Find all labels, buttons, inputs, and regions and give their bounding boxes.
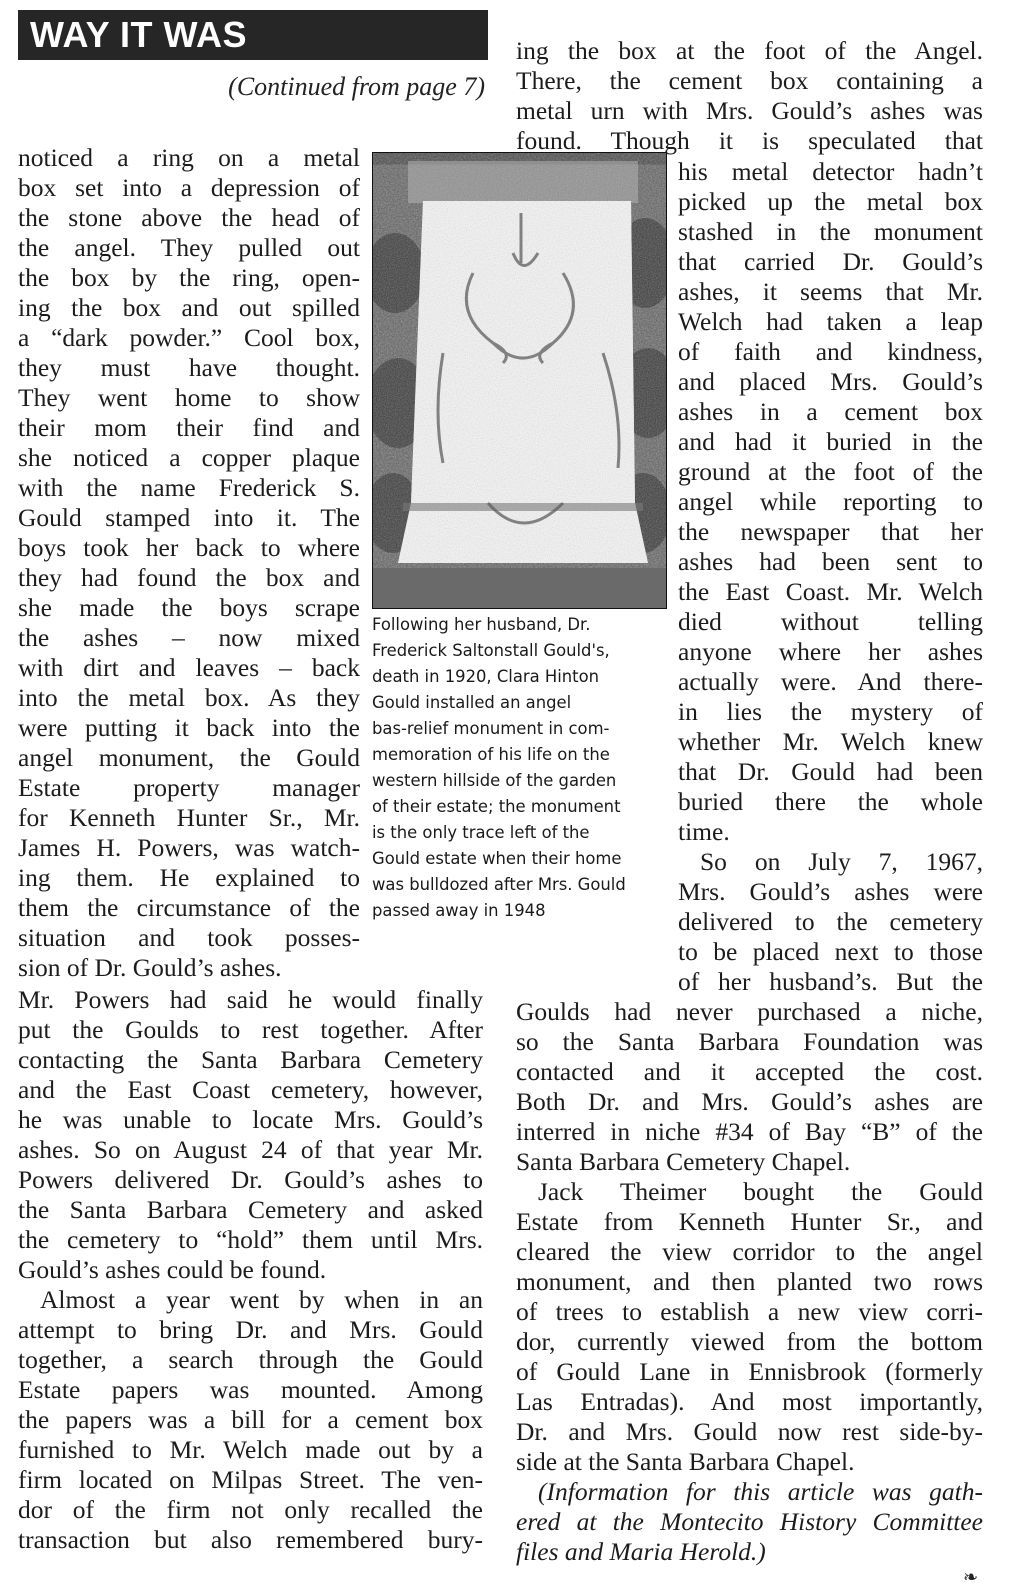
text-line: sion of Dr. Gould’s ashes. (18, 953, 282, 982)
text-line: buried there the whole (678, 787, 983, 816)
caption-line: Following her husband, Dr. (372, 615, 591, 634)
text-line: Both Dr. and Mrs. Gould’s ashes are (516, 1087, 983, 1116)
text-line: Welch had taken a leap (678, 307, 983, 336)
text-line: that Dr. Gould had been (678, 757, 983, 786)
text-line: boys took her back to where (18, 533, 360, 562)
text-line: angel while reporting to (678, 487, 983, 516)
text-line: the newspaper that her (678, 517, 983, 546)
text-line: put the Goulds to rest together. After (18, 1015, 483, 1044)
text-line: attempt to bring Dr. and Mrs. Gould (18, 1315, 483, 1344)
text-line: of faith and kindness, (678, 337, 983, 366)
text-line: ashes had been sent to (678, 547, 983, 576)
text-line: picked up the metal box (678, 187, 983, 216)
text-line: Estate from Kenneth Hunter Sr., and (516, 1207, 983, 1236)
text-line: for Kenneth Hunter Sr., Mr. (18, 803, 360, 832)
text-line: whether Mr. Welch knew (678, 727, 983, 756)
text-line: the East Coast. Mr. Welch (678, 577, 983, 606)
text-line: side at the Santa Barbara Chapel. (516, 1447, 855, 1476)
caption-line: was bulldozed after Mrs. Gould (372, 875, 626, 894)
text-line: the papers was a bill for a cement box (18, 1405, 483, 1434)
text-line: interred in niche #34 of Bay “B” of the (516, 1117, 983, 1146)
end-of-article-ornament-icon: ❧ (963, 1567, 979, 1588)
text-line: ashes. So on August 24 of that year Mr. (18, 1135, 483, 1164)
text-line: firm located on Milpas Street. The ven- (18, 1465, 483, 1494)
text-line: situation and took posses- (18, 923, 360, 952)
caption-line: of their estate; the monument (372, 797, 621, 816)
text-line: the cemetery to “hold” them until Mrs. (18, 1225, 483, 1254)
caption-line: bas-relief monument in com- (372, 719, 610, 738)
text-line: and placed Mrs. Gould’s (678, 367, 983, 396)
text-line: they must have thought. (18, 353, 360, 382)
text-line: dor, currently viewed from the bottom (516, 1327, 983, 1356)
text-line: Almost a year went by when in an (40, 1285, 483, 1314)
section-title: WAY IT WAS (30, 14, 248, 55)
text-line: into the metal box. As they (18, 683, 360, 712)
text-line: she made the boys scrape (18, 593, 360, 622)
text-line: Mrs. Gould’s ashes were (678, 877, 983, 906)
text-line: ashes in a cement box (678, 397, 983, 426)
text-line: time. (678, 817, 730, 846)
text-line: So on July 7, 1967, (700, 847, 983, 876)
text-line: of her husband’s. But the (678, 967, 983, 996)
text-line: furnished to Mr. Welch made out by a (18, 1435, 483, 1464)
column-left-lower (18, 985, 483, 1555)
text-line: Estate papers was mounted. Among (18, 1375, 483, 1404)
caption-line: Gould estate when their home (372, 849, 622, 868)
text-line: ered at the Montecito History Committee (516, 1507, 983, 1536)
text-line: contacted and it accepted the cost. (516, 1057, 983, 1086)
caption-line: memoration of his life on the (372, 745, 610, 764)
text-line: with the name Frederick S. (18, 473, 360, 502)
text-line: the box by the ring, open- (18, 263, 360, 292)
text-line: they had found the box and (18, 563, 360, 592)
text-line: Las Entradas). And most importantly, (516, 1387, 983, 1416)
caption-line: death in 1920, Clara Hinton (372, 667, 599, 686)
text-line: metal urn with Mrs. Gould’s ashes was (516, 96, 983, 125)
text-line: that carried Dr. Gould’s (678, 247, 983, 276)
text-line: box set into a depression of (18, 173, 360, 202)
text-line: Santa Barbara Cemetery Chapel. (516, 1147, 851, 1176)
text-line: and the East Coast cemetery, however, (18, 1075, 483, 1104)
text-line: a “dark powder.” Cool box, (18, 323, 360, 352)
caption-line: western hillside of the garden (372, 771, 617, 790)
text-line: Goulds had never purchased a niche, (516, 997, 983, 1026)
text-line: the stone above the head of (18, 203, 360, 232)
text-line: ing them. He explained to (18, 863, 360, 892)
text-line: Gould’s ashes could be found. (18, 1255, 327, 1284)
text-line: contacting the Santa Barbara Cemetery (18, 1045, 483, 1074)
text-line: the angel. They pulled out (18, 233, 360, 262)
text-line: their mom their find and (18, 413, 360, 442)
text-line: stashed in the monument (678, 217, 983, 246)
text-line: died without telling (678, 607, 983, 636)
text-line: them the circumstance of the (18, 893, 360, 922)
text-line: noticed a ring on a metal (18, 143, 360, 172)
text-line: and had it buried in the (678, 427, 983, 456)
text-line: delivered to the cemetery (678, 907, 983, 936)
text-line: so the Santa Barbara Foundation was (516, 1027, 983, 1056)
monument-photo (372, 152, 667, 609)
continued-note: (Continued from page 7) (228, 72, 485, 101)
text-line: Powers delivered Dr. Gould’s ashes to (18, 1165, 483, 1194)
text-line: to be placed next to those (678, 937, 983, 966)
text-line: in lies the mystery of (678, 697, 983, 726)
text-line: angel monument, the Gould (18, 743, 360, 772)
text-line: found. Though it is speculated that (516, 126, 983, 155)
text-line: were putting it back into the (18, 713, 360, 742)
text-line: transaction but also remembered bury- (18, 1525, 483, 1554)
photo-caption (372, 612, 662, 924)
text-line: cleared the view corridor to the angel (516, 1237, 983, 1266)
text-line: his metal detector hadn’t (678, 157, 983, 186)
text-line: actually were. And there- (678, 667, 983, 696)
section-banner (18, 10, 488, 60)
text-line: They went home to show (18, 383, 360, 412)
text-line: ground at the foot of the (678, 457, 983, 486)
column-right-lower (516, 997, 983, 1567)
caption-line: Frederick Saltonstall Gould's, (372, 641, 610, 660)
text-line: monument, and then planted two rows (516, 1267, 983, 1296)
text-line: the Santa Barbara Cemetery and asked (18, 1195, 483, 1224)
text-line: ing the box at the foot of the Angel. (516, 36, 983, 65)
text-line: Gould stamped into it. The (18, 503, 360, 532)
caption-line: passed away in 1948 (372, 901, 546, 920)
caption-line: Gould installed an angel (372, 693, 572, 712)
text-line: (Information for this article was gath- (538, 1477, 983, 1506)
text-line: Dr. and Mrs. Gould now rest side-by- (516, 1417, 983, 1446)
text-line: she noticed a copper plaque (18, 443, 360, 472)
text-line: of Gould Lane in Ennisbrook (formerly (516, 1357, 983, 1386)
column-right-narrow (678, 157, 983, 997)
text-line: files and Maria Herold.) (516, 1537, 766, 1566)
text-line: of trees to establish a new view corri- (516, 1297, 983, 1326)
text-line: together, a search through the Gould (18, 1345, 483, 1374)
text-line: Jack Theimer bought the Gould (538, 1177, 983, 1206)
text-line: James H. Powers, was watch- (18, 833, 360, 862)
text-line: anyone where her ashes (678, 637, 983, 666)
text-line: he was unable to locate Mrs. Gould’s (18, 1105, 483, 1134)
text-line: ashes, it seems that Mr. (678, 277, 983, 306)
text-line: ing the box and out spilled (18, 293, 360, 322)
angel-monument-image (373, 153, 666, 608)
text-line: with dirt and leaves – back (18, 653, 360, 682)
text-line: Estate property manager (18, 773, 360, 802)
text-line: There, the cement box containing a (516, 66, 983, 95)
text-line: dor of the firm not only recalled the (18, 1495, 483, 1524)
text-line: the ashes – now mixed (18, 623, 360, 652)
column-right-top (516, 36, 983, 156)
text-line: Mr. Powers had said he would finally (18, 985, 483, 1014)
column-left-upper (18, 143, 360, 983)
caption-line: is the only trace left of the (372, 823, 590, 842)
